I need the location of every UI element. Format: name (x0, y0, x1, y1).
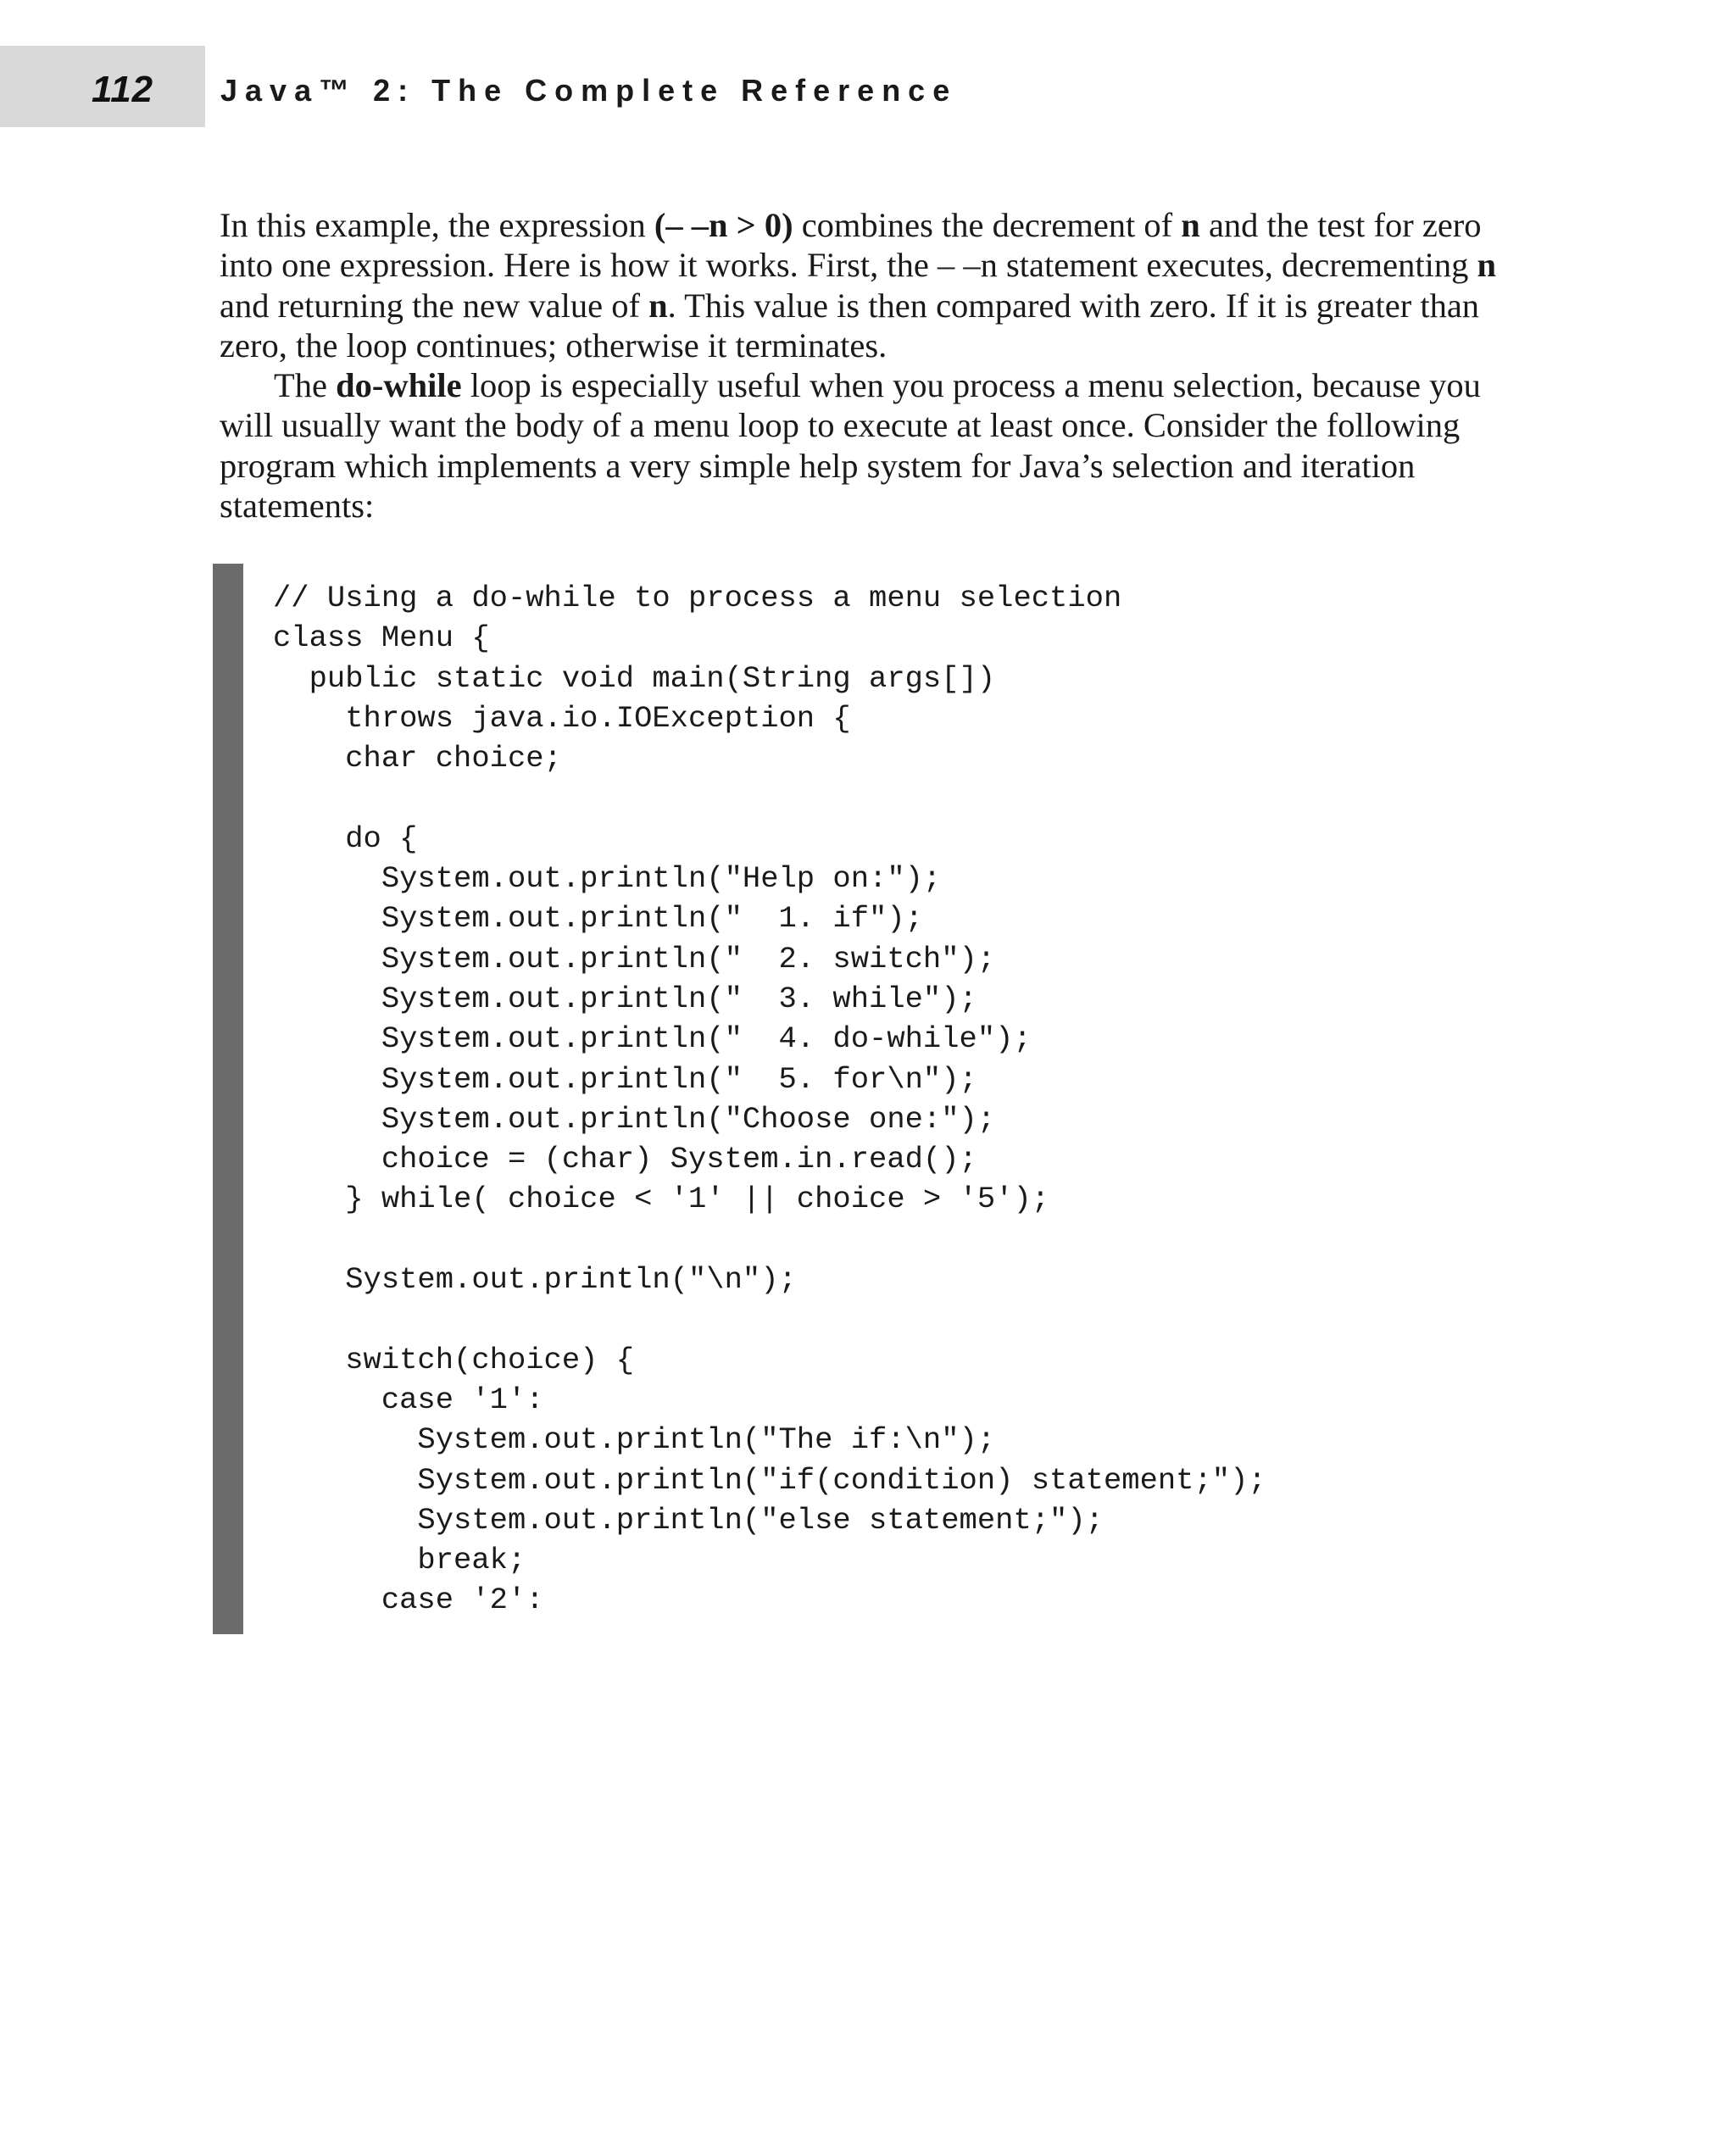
body-text (220, 205, 1525, 526)
text-span: and returning the new value of (220, 286, 649, 325)
code-line: case '1': (273, 1382, 544, 1417)
code-line: System.out.println(" 5. for\n"); (273, 1061, 977, 1097)
bold-term: n (1181, 206, 1200, 244)
code-line: do { (273, 820, 418, 856)
code-line: System.out.println("if(condition) statement;"); (273, 1462, 1266, 1498)
bold-term: do-while (336, 366, 462, 405)
code-line (273, 1299, 1266, 1339)
paragraph-decrement-explanation (220, 205, 1525, 365)
running-head: Java™ 2: The Complete Reference (220, 73, 958, 108)
code-line: // Using a do-while to process a menu selection (273, 581, 1122, 615)
code-line: throws java.io.IOException { (273, 700, 851, 736)
code-line: System.out.println(" 2. switch"); (273, 941, 996, 976)
code-line: System.out.println(" 1. if"); (273, 901, 923, 937)
code-line: class Menu { (273, 620, 490, 656)
code-line: System.out.println("Help on:"); (273, 861, 942, 897)
code-line: char choice; (273, 741, 562, 776)
code-line: break; (273, 1543, 526, 1578)
page-number: 112 (92, 69, 154, 110)
bold-term: (– –n > 0) (654, 206, 793, 244)
code-line: System.out.println(" 3. while"); (273, 981, 977, 1016)
code-listing-bar (213, 564, 243, 1634)
paragraph-do-while-menu (220, 365, 1525, 526)
code-listing (273, 578, 1266, 1621)
code-line: case '2': (273, 1583, 544, 1618)
code-line: System.out.println("\n"); (273, 1262, 797, 1298)
text-span: The (274, 366, 337, 405)
bold-term: n (648, 286, 668, 325)
code-line: } while( choice < '1' || choice > '5'); (273, 1182, 1050, 1217)
text-span: . This value is then compared with zero. If it is greater than zero, the loop continues; otherwise it terminates. (220, 286, 1480, 364)
code-line: System.out.println("The if:\n"); (273, 1422, 996, 1458)
code-line (273, 1220, 1266, 1260)
code-line: choice = (char) System.in.read(); (273, 1142, 977, 1177)
code-line: switch(choice) { (273, 1342, 635, 1377)
text-span: and the test for zero into one expression. Here is how it works. First, the – –n statement executes, decrementing (220, 206, 1482, 285)
code-line: public static void main(String args[]) (273, 660, 996, 696)
code-line: System.out.println(" 4. do-while"); (273, 1021, 1032, 1057)
text-span: combines the decrement of (793, 206, 1182, 244)
text-span: In this example, the expression (220, 206, 654, 244)
code-line: System.out.println("Choose one:"); (273, 1101, 996, 1137)
bold-term: n (1477, 246, 1497, 285)
code-line: System.out.println("else statement;"); (273, 1502, 1104, 1538)
code-line (273, 778, 1266, 818)
text-span: loop is especially useful when you process a menu selection, because you will usually want the body of a menu loop to execute at least once. Consider the following program which implements a very simple help system for Java’s selection and iteration statements: (220, 366, 1481, 526)
